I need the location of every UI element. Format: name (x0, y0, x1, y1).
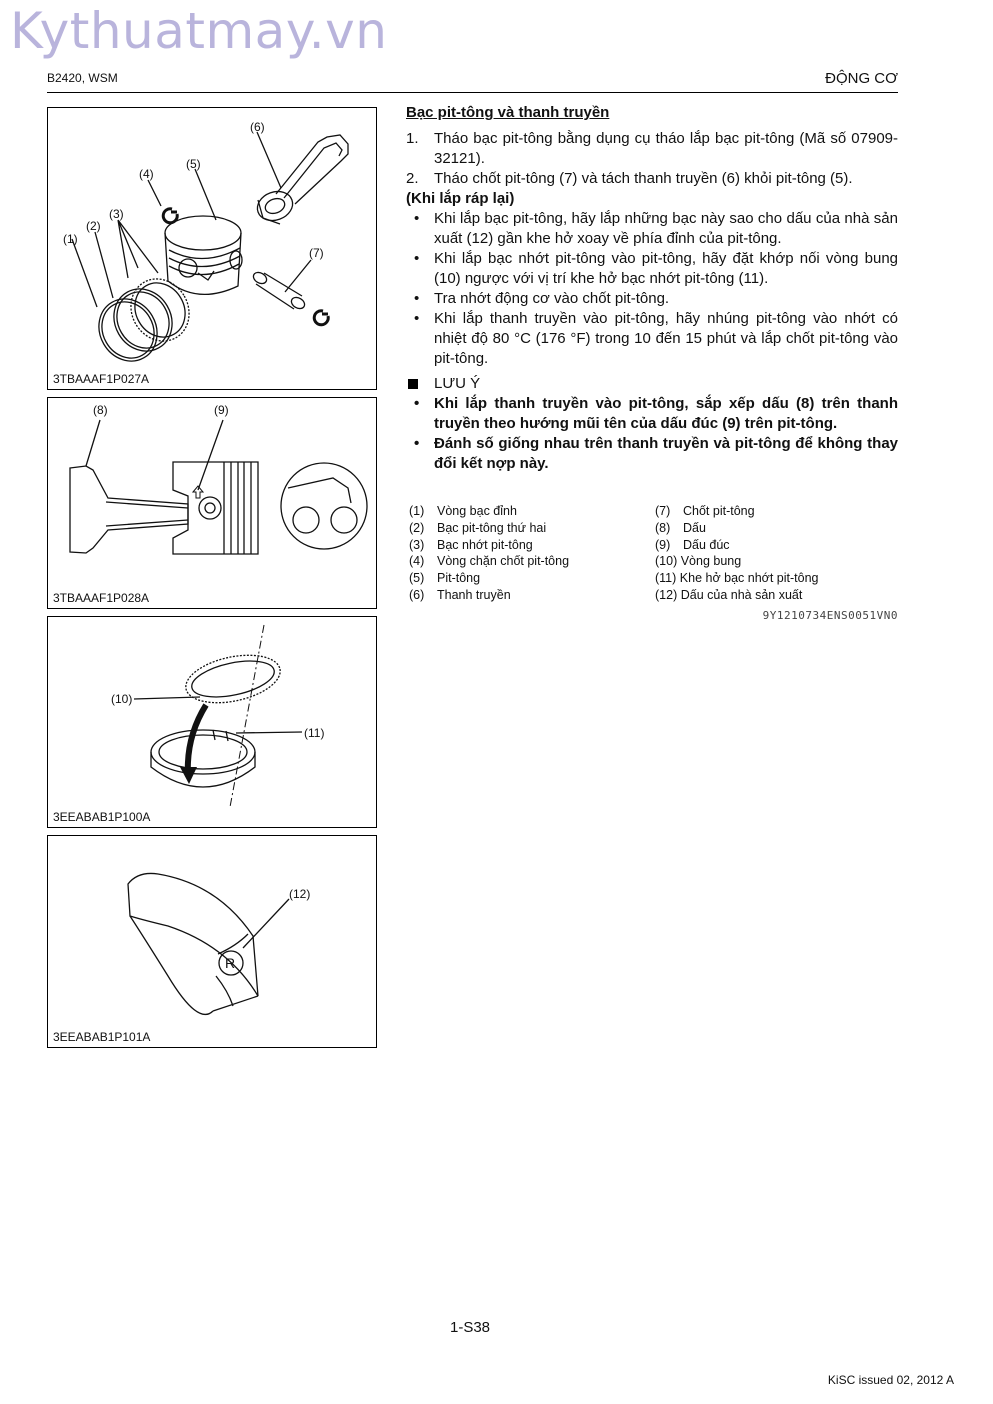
legend-item: (2) Bạc pit-tông thứ hai (409, 520, 547, 535)
ring-mark-drawing (48, 836, 378, 1049)
expander-ring-drawing (181, 648, 284, 711)
figure-piston-exploded (47, 107, 377, 390)
section-title: Bạc pit-tông và thanh truyền (406, 104, 610, 121)
watermark: Kythuatmay.vn (10, 2, 388, 60)
label-3: (3) (109, 207, 124, 221)
note-square-icon (408, 379, 418, 389)
detail-circle-drawing (281, 463, 367, 549)
oil-ring-drawing (48, 617, 378, 829)
legend-item: (10) Vòng bung (655, 554, 742, 569)
legend-item: (7) Chốt pit-tông (655, 504, 755, 518)
header-rule (47, 92, 898, 93)
note-header (406, 374, 898, 394)
rod-alignment-drawing (48, 398, 378, 610)
maker-mark-letter: R (225, 955, 236, 971)
note-item: • Đánh số giống nhau trên thanh truyền và pit-tông để không thay đổi kết nợp này. (414, 435, 898, 472)
reassembly-heading: (Khi lắp ráp lại) (406, 190, 515, 207)
legend-column-left (409, 503, 569, 604)
legend-item: (5) Pit-tông (409, 571, 481, 586)
page-number: 1-S38 (450, 1319, 491, 1336)
label-6: (6) (250, 120, 265, 134)
label-1: (1) (63, 232, 78, 246)
legend-item: (12) Dấu của nhà sản xuất (655, 587, 803, 602)
bullet-item: • Khi lắp bạc pit-tông, hãy lắp những bạc này sao cho dấu của nhà sản xuất (12) gần khe hở xoay về phía đỉnh của pit-tông. (414, 210, 898, 247)
label-4: (4) (139, 167, 154, 181)
piston-rings-drawing (88, 268, 200, 371)
figure-code: 3EEABAB1P101A (53, 1030, 151, 1044)
label-11: (11) (304, 726, 325, 740)
header-section: ĐỘNG CƠ (825, 70, 898, 87)
legend-item: (9) Dấu đúc (655, 537, 730, 552)
label-7: (7) (309, 246, 324, 260)
arrow-drawing (188, 705, 206, 775)
step-item: 2. Tháo chốt pit-tông (7) và tách thanh truyền (6) khỏi pit-tông (5). (406, 170, 853, 187)
note-label: LƯU Ý (434, 375, 481, 392)
legend-column-right (655, 503, 819, 604)
document-code: 9Y1210734ENS0051VN0 (762, 609, 898, 622)
label-8: (8) (93, 403, 108, 417)
figure-code: 3TBAAAF1P028A (53, 591, 150, 605)
connecting-rod-side-drawing (70, 466, 188, 553)
procedure-text (406, 103, 898, 474)
label-2: (2) (86, 219, 101, 233)
legend-item: (11) Khe hở bạc nhớt pit-tông (655, 571, 819, 586)
figure-ring-maker-mark (47, 835, 377, 1048)
legend-item: (8) Dấu (655, 520, 706, 535)
bullet-item: • Khi lắp thanh truyền vào pit-tông, hãy nhúng pit-tông vào nhớt có nhiệt độ 80 °C (176 °F) trong 10 đến 15 phút và lắp chốt pit-tông vào pit-tông. (414, 310, 898, 367)
note-item: • Khi lắp thanh truyền vào pit-tông, sắp xếp dấu (8) trên thanh truyền theo hướng mũi tên của dấu đúc (9) trên pit-tông. (414, 395, 898, 432)
circlip-drawing (163, 209, 177, 223)
figure-code: 3EEABAB1P100A (53, 810, 151, 824)
connecting-rod-drawing (253, 135, 348, 225)
piston-exploded-drawing (48, 108, 378, 391)
figure-rod-piston-alignment (47, 397, 377, 609)
label-10: (10) (111, 692, 133, 706)
circlip-drawing (314, 311, 328, 325)
legend-item: (6) Thanh truyền (409, 587, 511, 602)
footer-issue: KiSC issued 02, 2012 A (827, 1373, 954, 1387)
header-model: B2420, WSM (47, 71, 118, 85)
legend-item: (4) Vòng chặn chốt pit-tông (409, 554, 570, 569)
bullet-item: • Tra nhớt động cơ vào chốt pit-tông. (414, 290, 670, 307)
legend-item: (1) Vòng bạc đỉnh (409, 504, 517, 518)
figure-oil-ring-expander (47, 616, 377, 828)
step-item: 1. Tháo bạc pit-tông bằng dụng cụ tháo lắp bạc pit-tông (Mã số 07909-32121). (406, 130, 898, 167)
label-9: (9) (214, 403, 229, 417)
piston-drawing (165, 216, 242, 294)
legend-item: (3) Bạc nhớt pit-tông (409, 537, 533, 552)
label-5: (5) (186, 157, 201, 171)
figure-code: 3TBAAAF1P027A (53, 372, 150, 386)
bullet-item: • Khi lắp bạc nhớt pit-tông vào pit-tông, hãy đặt khớp nối vòng bung (10) ngược với vị trí khe hở bạc nhớt pit-tông (11). (414, 250, 898, 287)
label-12: (12) (289, 887, 311, 901)
